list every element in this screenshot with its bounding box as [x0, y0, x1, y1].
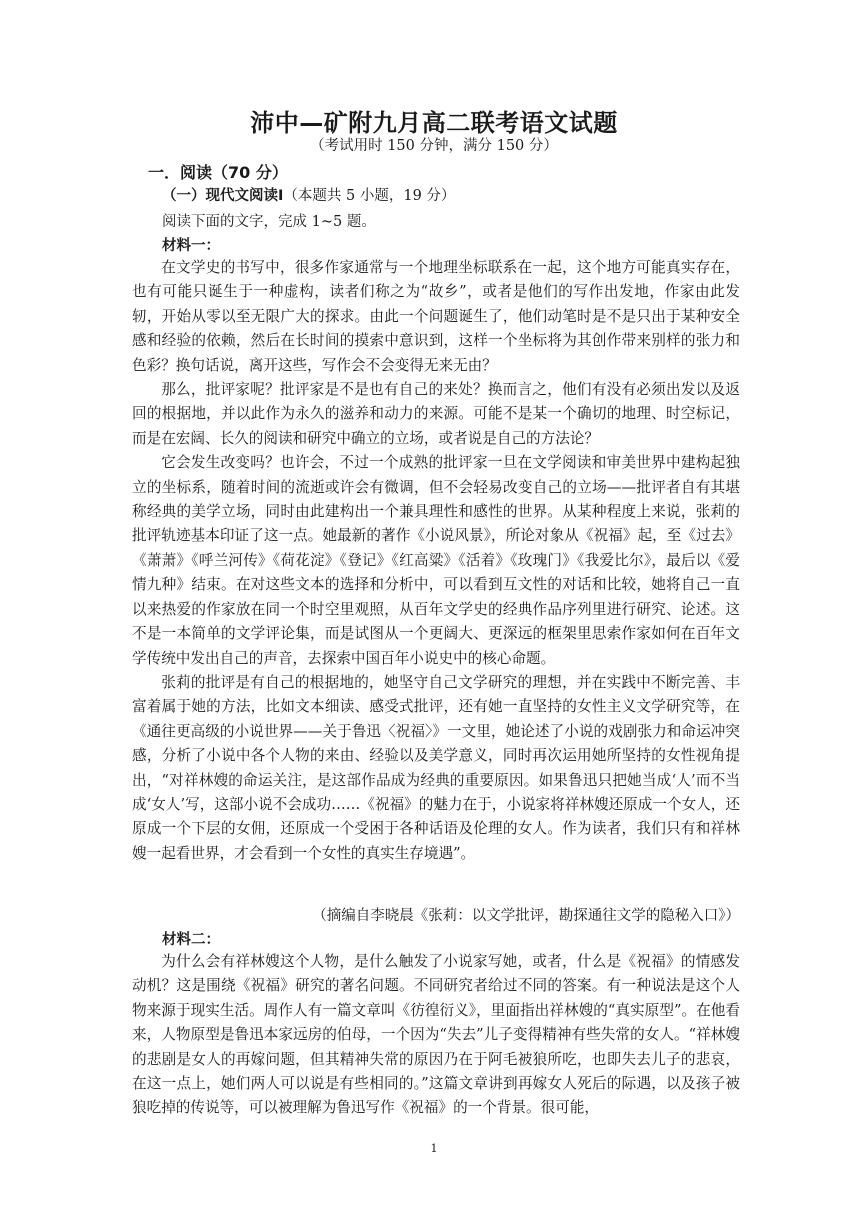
subsection-heading — [162, 184, 455, 205]
material2-paragraph: 为什么会有祥林嫂这个人物，是什么触发了小说家写她，或者，什么是《祝福》的情感发动机？这是围绕《祝福》研究的著名问题。不同研究者给过不同的答案。有一种说法是这个人物来源于现实生活。周作人有一篇文章叫《彷徨衍义》，里面指出祥林嫂的“真实原型”。在他看来，人物原型是鲁迅本家远房的伯母，一个因为“失去”儿子变得精神有些失常的女人。“祥林嫂的悲剧是女人的再嫁问题，但其精神失常的原因乃在于阿毛被狼所吃，也即失去儿子的悲哀，在这一点上，她们两人可以说是有些相同的。”这篇文章讲到再嫁女人死后的际遇，以及孩子被狼吃掉的传说等，可以被理解为鲁迅写作《祝福》的一个背景。很可能， — [132, 953, 740, 1117]
reading-instruction: 阅读下面的文字，完成 1~5 题。 — [162, 214, 376, 230]
exam-subtitle: （考试用时 150 分钟，满分 150 分） — [310, 138, 558, 154]
subsection-heading-bold: （一）现代文阅读Ⅰ — [162, 188, 284, 204]
material1-paragraph: 张莉的批评是有自己的根据地的，她坚守自己文学研究的理想，并在实践中不断完善、丰富着属于她的方法，比如文本细读、感受式批评，还有她一直坚持的女性主义文学研究等，在《通往更高级的小说世界——关于鲁迅〈祝福〉》一文里，她论述了小说的戏剧张力和命运冲突感，分析了小说中各个人物的来由、经验以及美学意义，同时再次运用她所坚持的女性视角提出，“对祥林嫂的命运关注，是这部作品成为经典的重要原因。如果鲁迅只把她当成‘人’而不当成‘女人’写，这部小说不会成功……《祝福》的魅力在于，小说家将祥林嫂还原成一个女人，还原成一个下层的女佣，还原成一个受困于各种话语及伦理的女人。作为读者，我们只有和祥林嫂一起看世界，才会看到一个女性的真实生存境遇”。 — [132, 673, 740, 862]
material2-label: 材料二： — [162, 931, 220, 948]
page-number: 1 — [430, 1142, 438, 1155]
material1-paragraph: 在文学史的书写中，很多作家通常与一个地理坐标联系在一起，这个地方可能真实存在，也有可能只诞生于一种虚构，读者们称之为“故乡”，或者是他们的写作出发地，作家由此发轫，开始从零以至无限广大的探求。由此一个问题诞生了，他们动笔时是不是只出于某种安全感和经验的依赖，然后在长时间的摸索中意识到，这样一个坐标将为其创作带来别样的张力和色彩？换句话说，离开这些，写作会不会变得无来无由？ — [132, 259, 740, 374]
material1-label: 材料一： — [162, 237, 220, 254]
material1-citation: （摘编自李晓晨《张莉：以文学批评，勘探通往文学的隐秘入口》） — [312, 908, 740, 924]
section-heading: 一．阅读（70 分） — [148, 163, 288, 182]
material1-paragraph: 它会发生改变吗？也许会，不过一个成熟的批评家一旦在文学阅读和审美世界中建构起独立的坐标系，随着时间的流逝或许会有微调，但不会轻易改变自己的立场——批评者自有其堪称经典的美学立场，同时由此建构出一个兼具理性和感性的世界。从某种程度上来说，张莉的批评轨迹基本印证了这一点。她最新的著作《小说风景》，所论对象从《祝福》起，至《过去》《萧萧》《呼兰河传》《荷花淀》《登记》《红高粱》《活着》《玫瑰门》《我爱比尔》，最后以《爱情九种》结束。在对这些文本的选择和分析中，可以看到互文性的对话和比较，她将自己一直以来热爱的作家放在同一个时空里观照，从百年文学史的经典作品序列里进行研究、论述。这不是一本简单的文学评论集，而是试图从一个更阔大、更深远的框架里思索作家如何在百年文学传统中发出自己的声音，去探索中国百年小说史中的核心命题。 — [132, 454, 740, 667]
material1-paragraph: 那么，批评家呢？批评家是不是也有自己的来处？换而言之，他们有没有必须出发以及返回的根据地，并以此作为永久的滋养和动力的来源。可能不是某一个确切的地理、时空标记，而是在宏阔、长久的阅读和研究中确立的立场，或者说是自己的方法论？ — [132, 381, 740, 447]
material1-body — [132, 256, 740, 866]
exam-title: 沛中—矿附九月高二联考语文试题 — [250, 109, 618, 137]
material2-body — [132, 950, 740, 1121]
subsection-heading-note: （本题共 5 小题，19 分） — [283, 188, 456, 204]
